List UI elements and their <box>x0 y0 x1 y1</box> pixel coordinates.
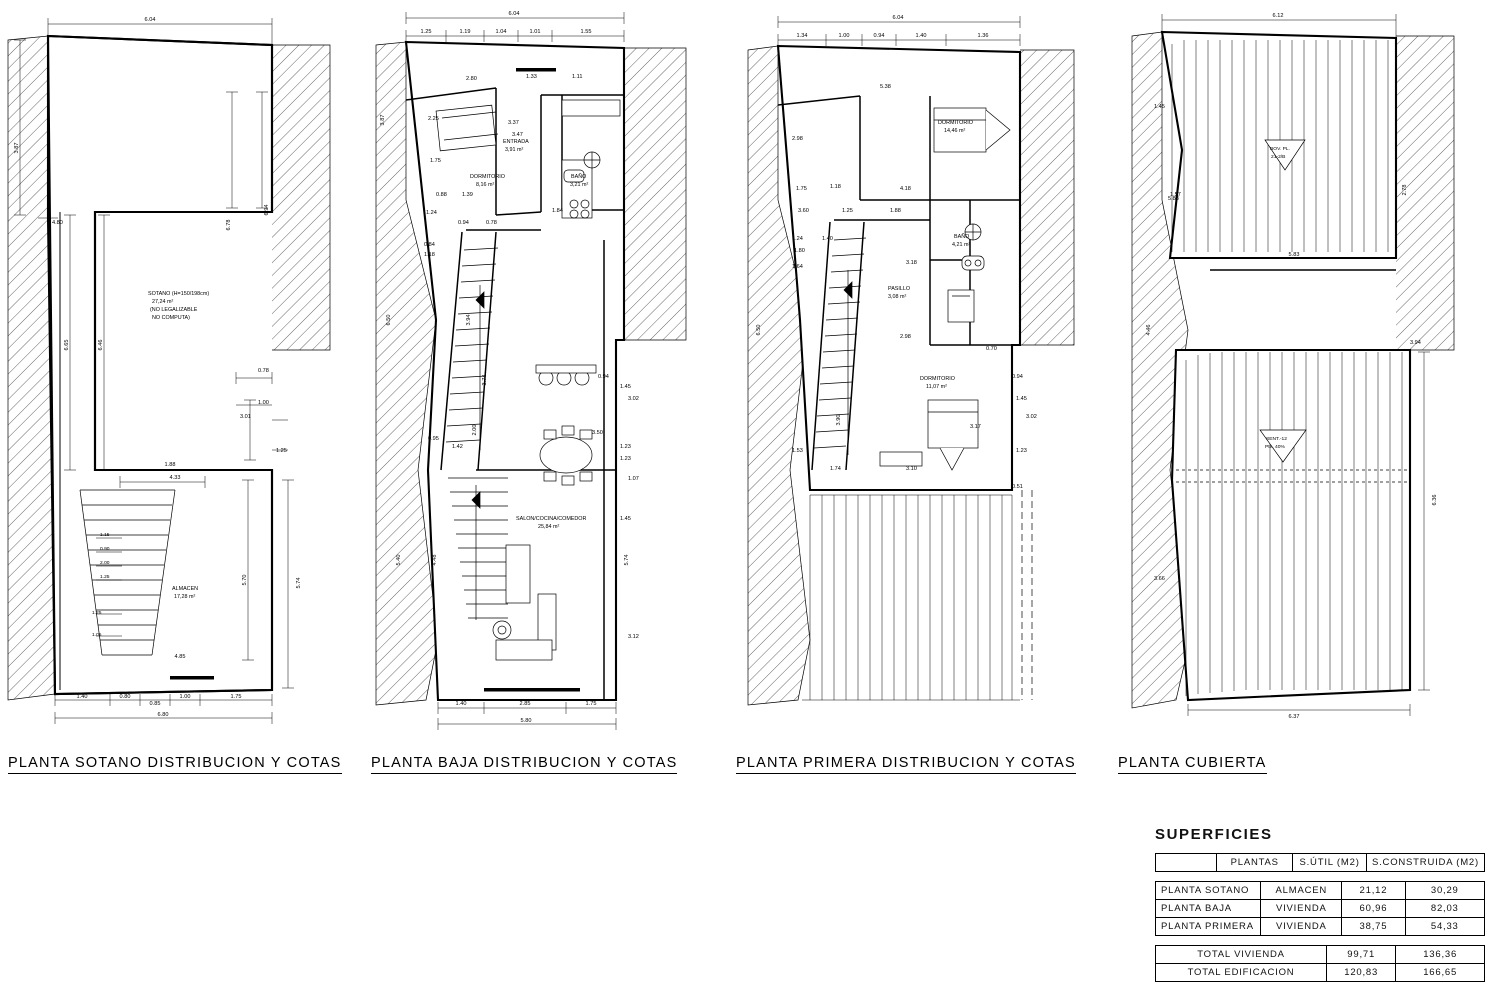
svg-text:1.80: 1.80 <box>794 248 805 254</box>
svg-text:3.17: 3.17 <box>970 424 981 430</box>
row-uso: VIVIENDA <box>1261 900 1342 918</box>
svg-text:2.85: 2.85 <box>519 701 531 707</box>
svg-text:1.75: 1.75 <box>796 186 807 192</box>
svg-text:1.00: 1.00 <box>179 694 191 700</box>
svg-text:1.55: 1.55 <box>580 29 592 35</box>
svg-text:3.74: 3.74 <box>482 374 488 386</box>
plan-title-sotano: PLANTA SOTANO DISTRIBUCION Y COTAS <box>8 755 342 774</box>
svg-text:1.57: 1.57 <box>1170 192 1181 198</box>
roof-annotation-1: BOV. PL. <box>1270 147 1290 152</box>
svg-text:5.83: 5.83 <box>1288 252 1300 258</box>
svg-text:1.25: 1.25 <box>276 448 287 454</box>
svg-text:0.80: 0.80 <box>119 694 131 700</box>
svg-text:0.94: 0.94 <box>458 220 469 226</box>
row-construida: 82,03 <box>1405 900 1485 918</box>
svg-text:17,28 m²: 17,28 m² <box>174 594 196 600</box>
svg-text:1.40: 1.40 <box>455 701 467 707</box>
surfaces-block <box>1155 826 1485 982</box>
total-util: 120,83 <box>1327 964 1396 982</box>
plan-baja-drawing <box>366 0 716 800</box>
svg-text:3.18: 3.18 <box>906 260 917 266</box>
header-util: S.ÚTIL (M2) <box>1293 854 1367 872</box>
plan-title-cubierta: PLANTA CUBIERTA <box>1118 755 1267 774</box>
plan-primera <box>730 0 1090 800</box>
total-label: TOTAL EDIFICACION <box>1156 964 1327 982</box>
svg-text:3,21 m²: 3,21 m² <box>570 182 589 188</box>
svg-text:5.38: 5.38 <box>880 84 891 90</box>
svg-text:6.36: 6.36 <box>1432 494 1438 506</box>
svg-text:1.24: 1.24 <box>426 210 437 216</box>
svg-text:4.33: 4.33 <box>169 475 181 481</box>
svg-text:5.40: 5.40 <box>396 554 402 566</box>
svg-text:27,24 m²: 27,24 m² <box>152 299 174 305</box>
svg-text:1.45: 1.45 <box>1154 104 1165 110</box>
svg-text:5.83: 5.83 <box>1168 196 1179 202</box>
svg-text:3.12: 3.12 <box>628 634 639 640</box>
row-util: 21,12 <box>1342 882 1405 900</box>
svg-text:1.45: 1.45 <box>620 384 631 390</box>
svg-text:0.84: 0.84 <box>424 242 435 248</box>
svg-text:8,16 m²: 8,16 m² <box>476 182 495 188</box>
svg-text:0.94: 0.94 <box>1012 374 1023 380</box>
svg-text:1.24: 1.24 <box>792 236 803 242</box>
room-label-almacen: ALMACEN <box>172 586 199 592</box>
svg-text:2.00: 2.00 <box>100 561 110 566</box>
svg-text:3.94: 3.94 <box>466 314 472 326</box>
svg-text:5.80: 5.80 <box>520 718 532 724</box>
svg-text:1.33: 1.33 <box>526 74 537 80</box>
room-label-dormitorio-2: DORMITORIO <box>920 376 955 382</box>
plan-title-primera: PLANTA PRIMERA DISTRIBUCION Y COTAS <box>736 755 1076 774</box>
svg-text:0.88: 0.88 <box>436 192 447 198</box>
svg-text:6.12: 6.12 <box>1272 13 1284 19</box>
svg-text:5.70: 5.70 <box>242 574 248 586</box>
header-blank <box>1156 854 1217 872</box>
room-label-bano: BAÑO <box>954 234 970 240</box>
table-row <box>1156 918 1485 936</box>
svg-text:6.37: 6.37 <box>1288 714 1300 720</box>
svg-text:4.85: 4.85 <box>174 654 186 660</box>
svg-text:1.23: 1.23 <box>620 444 631 450</box>
row-util: 38,75 <box>1342 918 1405 936</box>
svg-text:0.95: 0.95 <box>428 436 439 442</box>
plan-cubierta-drawing <box>1110 0 1500 800</box>
row-uso: VIVIENDA <box>1261 918 1342 936</box>
svg-text:(NO LEGALIZABLE: (NO LEGALIZABLE <box>150 307 198 313</box>
surfaces-table <box>1155 853 1485 872</box>
plan-primera-drawing <box>730 0 1090 800</box>
svg-text:2.25: 2.25 <box>428 116 439 122</box>
svg-text:3.02: 3.02 <box>1026 414 1037 420</box>
svg-text:6.65: 6.65 <box>64 339 70 351</box>
svg-text:25,84 m²: 25,84 m² <box>538 524 560 530</box>
svg-text:3.60: 3.60 <box>798 208 809 214</box>
row-construida: 30,29 <box>1405 882 1485 900</box>
opening-mark <box>516 68 556 72</box>
svg-text:1.40: 1.40 <box>822 236 833 242</box>
svg-text:1.01: 1.01 <box>529 29 541 35</box>
opening-mark <box>170 676 214 680</box>
room-label-entrada: ENTRADA <box>503 139 529 145</box>
svg-text:6.04: 6.04 <box>508 11 520 17</box>
room-label-salon: SALON/COCINA/COMEDOR <box>516 516 587 522</box>
svg-text:1.39: 1.39 <box>462 192 473 198</box>
room-label-dormitorio: DORMITORIO <box>470 174 505 180</box>
svg-text:1.05: 1.05 <box>92 633 102 638</box>
svg-text:1.00: 1.00 <box>838 33 850 39</box>
svg-text:1.74: 1.74 <box>830 466 841 472</box>
svg-text:1.04: 1.04 <box>495 29 507 35</box>
total-util: 99,71 <box>1327 946 1396 964</box>
svg-text:6.04: 6.04 <box>892 15 904 21</box>
svg-text:3.50: 3.50 <box>592 430 603 436</box>
svg-text:3.87: 3.87 <box>14 142 20 154</box>
surfaces-heading: SUPERFICIES <box>1155 826 1273 843</box>
svg-text:0.94: 0.94 <box>598 374 609 380</box>
svg-text:11,07 m²: 11,07 m² <box>926 384 947 390</box>
svg-text:3.02: 3.02 <box>628 396 639 402</box>
svg-text:6.04: 6.04 <box>144 17 156 23</box>
svg-text:2.00: 2.00 <box>472 424 478 436</box>
table-header-row <box>1156 854 1485 872</box>
total-row <box>1156 964 1485 982</box>
svg-text:1.25: 1.25 <box>100 575 110 580</box>
table-row <box>1156 900 1485 918</box>
surfaces-rows-table <box>1155 881 1485 936</box>
svg-text:3.94: 3.94 <box>1410 340 1421 346</box>
svg-text:6.46: 6.46 <box>98 339 104 351</box>
svg-text:1.07: 1.07 <box>628 476 639 482</box>
svg-text:0.90: 0.90 <box>100 547 110 552</box>
opening-mark <box>484 688 580 692</box>
svg-text:3.01: 3.01 <box>240 414 251 420</box>
svg-text:1.23: 1.23 <box>1016 448 1027 454</box>
svg-text:3,08 m²: 3,08 m² <box>888 294 907 300</box>
svg-text:3,91 m²: 3,91 m² <box>505 147 524 153</box>
row-planta: PLANTA BAJA <box>1156 900 1261 918</box>
room-label-pasillo: PASILLO <box>888 286 911 292</box>
svg-text:1.11: 1.11 <box>572 74 583 80</box>
svg-text:14,46 m²: 14,46 m² <box>944 128 966 134</box>
svg-text:5.74: 5.74 <box>624 554 630 566</box>
svg-text:1.23: 1.23 <box>620 456 631 462</box>
plan-baja <box>366 0 716 800</box>
total-construida: 136,36 <box>1396 946 1485 964</box>
svg-text:1.75: 1.75 <box>585 701 597 707</box>
room-label-dormitorio-1: DORMITORIO <box>938 120 973 126</box>
svg-text:6.80: 6.80 <box>157 712 169 718</box>
row-util: 60,96 <box>1342 900 1405 918</box>
svg-text:2.80: 2.80 <box>466 76 477 82</box>
svg-text:1.18: 1.18 <box>424 252 435 258</box>
svg-text:4.18: 4.18 <box>900 186 911 192</box>
svg-text:2.78: 2.78 <box>1402 184 1408 196</box>
row-planta: PLANTA SOTANO <box>1156 882 1261 900</box>
total-label: TOTAL VIVIENDA <box>1156 946 1327 964</box>
svg-text:3.37: 3.37 <box>508 120 519 126</box>
svg-text:3.66: 3.66 <box>1154 576 1165 582</box>
svg-text:1.15: 1.15 <box>100 533 110 538</box>
row-planta: PLANTA PRIMERA <box>1156 918 1261 936</box>
total-construida: 166,65 <box>1396 964 1485 982</box>
svg-text:0.78: 0.78 <box>258 368 269 374</box>
svg-text:1.25: 1.25 <box>92 611 102 616</box>
svg-text:0.94: 0.94 <box>873 33 885 39</box>
svg-text:21-2/B: 21-2/B <box>1271 155 1286 160</box>
plan-sotano-drawing <box>0 0 360 800</box>
svg-text:1.88: 1.88 <box>890 208 901 214</box>
svg-text:3.87: 3.87 <box>380 114 386 126</box>
svg-text:1.34: 1.34 <box>796 33 808 39</box>
svg-text:Pte. 40%: Pte. 40% <box>1265 445 1285 450</box>
svg-text:1.25: 1.25 <box>420 29 432 35</box>
plan-title-baja: PLANTA BAJA DISTRIBUCION Y COTAS <box>371 755 677 774</box>
svg-text:4,21 m²: 4,21 m² <box>952 242 971 248</box>
header-construida: S.CONSTRUIDA (M2) <box>1366 854 1484 872</box>
svg-text:1.84: 1.84 <box>552 208 563 214</box>
svg-text:2.98: 2.98 <box>792 136 803 142</box>
svg-text:3.47: 3.47 <box>512 132 523 138</box>
svg-text:6.78: 6.78 <box>226 219 232 231</box>
svg-text:3.90: 3.90 <box>836 414 842 426</box>
plan-cubierta <box>1110 0 1500 800</box>
svg-text:4.46: 4.46 <box>1146 324 1152 336</box>
surfaces-totals-table <box>1155 945 1485 982</box>
svg-text:1.64: 1.64 <box>792 264 803 270</box>
svg-text:1.88: 1.88 <box>164 462 176 468</box>
svg-text:1.40: 1.40 <box>915 33 927 39</box>
svg-text:1.45: 1.45 <box>1016 396 1027 402</box>
svg-text:1.25: 1.25 <box>842 208 853 214</box>
room-label-sotano: SOTANO (H=150/198cm) <box>148 291 210 297</box>
svg-text:1.19: 1.19 <box>459 29 471 35</box>
svg-text:6.50: 6.50 <box>386 314 392 326</box>
svg-text:2.98: 2.98 <box>900 334 911 340</box>
svg-text:1.53: 1.53 <box>792 448 803 454</box>
svg-text:1.75: 1.75 <box>230 694 242 700</box>
svg-text:0.78: 0.78 <box>486 220 497 226</box>
roof-annotation-2: SENT.-12 <box>1266 437 1287 442</box>
svg-text:0.51: 0.51 <box>1012 484 1023 490</box>
header-plantas: PLANTAS <box>1217 854 1293 872</box>
svg-text:5.74: 5.74 <box>296 577 302 589</box>
svg-text:6.50: 6.50 <box>756 324 762 336</box>
svg-text:0.85: 0.85 <box>149 701 161 707</box>
table-row <box>1156 882 1485 900</box>
row-construida: 54,33 <box>1405 918 1485 936</box>
svg-text:1.75: 1.75 <box>430 158 441 164</box>
room-label-bano: BAÑO <box>571 174 587 180</box>
svg-text:6.94: 6.94 <box>264 204 270 216</box>
svg-text:0.70: 0.70 <box>986 346 997 352</box>
svg-text:1.45: 1.45 <box>620 516 631 522</box>
svg-text:4.48: 4.48 <box>432 554 438 566</box>
svg-text:4.80: 4.80 <box>52 220 63 226</box>
svg-text:3.10: 3.10 <box>906 466 917 472</box>
svg-text:1.40: 1.40 <box>76 694 88 700</box>
svg-text:1.42: 1.42 <box>452 444 463 450</box>
plan-sotano <box>0 0 360 800</box>
svg-text:1.00: 1.00 <box>258 400 269 406</box>
svg-text:1.18: 1.18 <box>830 184 841 190</box>
total-row <box>1156 946 1485 964</box>
svg-text:NO COMPUTA): NO COMPUTA) <box>152 315 190 321</box>
row-uso: ALMACEN <box>1261 882 1342 900</box>
svg-text:1.36: 1.36 <box>977 33 989 39</box>
